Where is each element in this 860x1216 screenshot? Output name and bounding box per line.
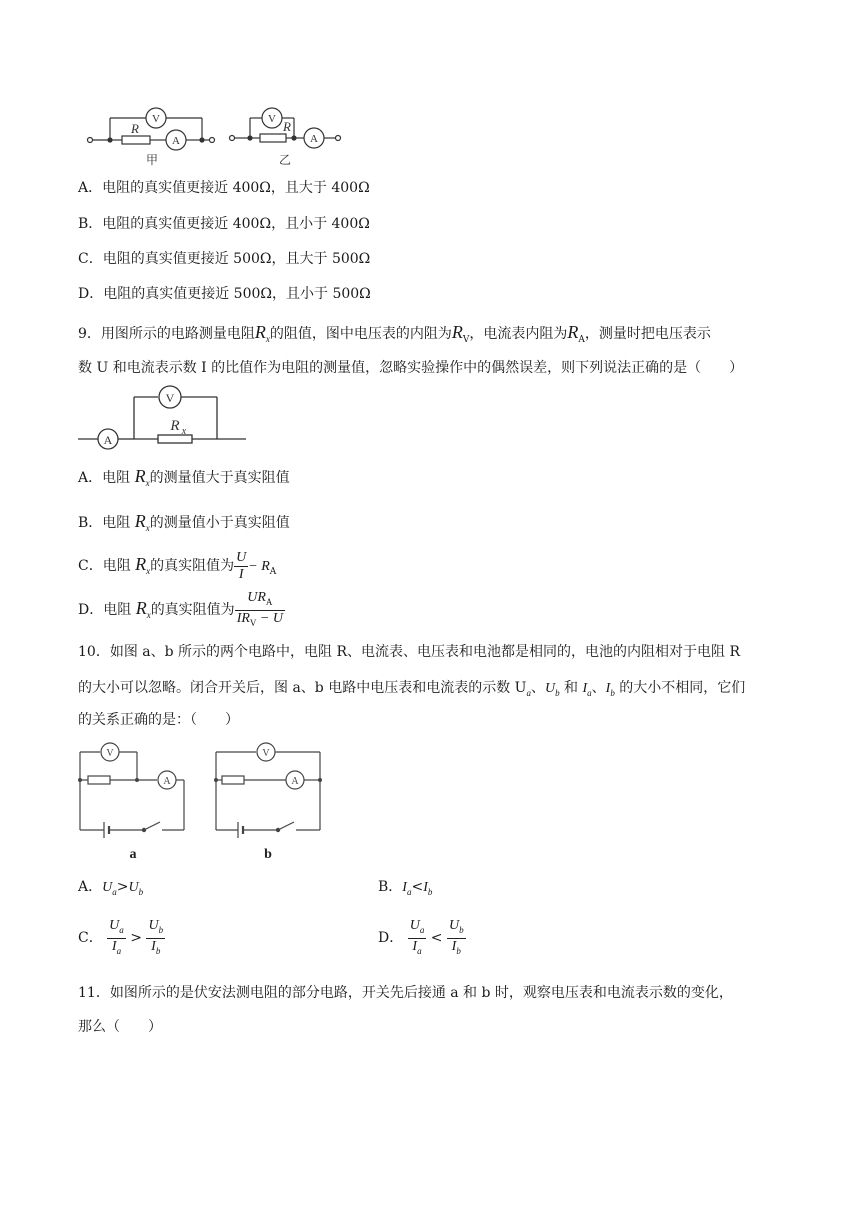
q10-b-V: V [262, 748, 270, 759]
q8-jia-R: R [131, 121, 139, 136]
circuit-a [80, 743, 184, 838]
q9-circuit-figure [78, 384, 248, 447]
q9-fig-V: V [165, 391, 175, 405]
q9-option-a: A．电阻 $R_x$的测量值大于真实阻值 [78, 466, 290, 488]
q8-option-b: B．电阻的真实值更接近 400Ω，且小于 400Ω [78, 216, 370, 232]
q8-option-a: A．电阻的真实值更接近 400Ω，且大于 400Ω [78, 180, 370, 196]
q10-stem-line2: 的大小可以忽略。闭合开关后，图 a、b 电路中电压表和电流表的示数 $U_a$、$U_b$ 和 $I_a$、$I_b$ 的大小不相同，它们 [78, 680, 746, 698]
q9-d-fraction: $\frac{UR_A}{IR_V - U}$ [236, 589, 283, 628]
q10-option-b: B．$I_a<I_b$ [378, 879, 433, 897]
q9-option-c: C．电阻 $R_x$的真实阻值为 $\frac{U}{I}$ − $R_A$ [78, 549, 277, 582]
q9-fig-x: x [181, 426, 187, 437]
q10-fig-a-label: a [129, 847, 137, 862]
q10-option-d: D． $\frac{U_a}{I_a}$ < $\frac{U_b}{I_b}$ [378, 917, 464, 956]
q11-stem-line1: 11．如图所示的是伏安法测电阻的部分电路，开关先后接通 a 和 b 时，观察电压表和电流表示数的变化， [78, 985, 733, 1001]
q10-fig-b-label: b [264, 847, 272, 862]
q8-yi-V: V [268, 113, 276, 125]
q10-b-A: A [291, 776, 299, 787]
q8-yi-A: A [310, 133, 318, 145]
q8-yi-R: R [283, 119, 291, 134]
q9-option-d: D．电阻 $R_x$的真实阻值为 $\frac{UR_A}{IR_V - U}$ [78, 588, 285, 635]
q8-jia-V: V [152, 113, 160, 125]
q9-stem-line1: 9．用图所示的电路测量电阻$R_x$的阻值，图中电压表的内阻为$R_V$，电流表内阻为$R_A$，测量时把电压表示 [78, 322, 711, 345]
q8-yi-label: 乙 [278, 153, 292, 167]
q9-stem-line2: 数 U 和电流表示数 I 的比值作为电阻的测量值，忽略实验操作中的偶然误差，则下列说法正确的是（ ） [78, 360, 744, 376]
q8-circuit-figure [80, 100, 350, 170]
q10-stem-line1: 10．如图 a、b 所示的两个电路中，电阻 R、电流表、电压表和电池都是相同的，电池的内阻相对于电阻 R [78, 644, 741, 660]
q9-fig-A: A [103, 433, 113, 447]
q10-circuit-figure [76, 740, 328, 864]
q10-option-a: A．$U_a>U_b$ [78, 879, 144, 897]
q9-fig-R: R [170, 418, 180, 434]
circuit-jia [88, 108, 215, 150]
q10-stem-line3: 的关系正确的是：（ ） [78, 712, 239, 728]
q8-jia-label: 甲 [145, 153, 159, 167]
q11-stem-line2: 那么（ ） [78, 1019, 162, 1035]
q9-option-b: B．电阻 $R_x$的测量值小于真实阻值 [78, 511, 290, 533]
q8-option-d: D．电阻的真实值更接近 500Ω，且小于 500Ω [78, 286, 371, 302]
q10-a-A: A [163, 776, 171, 787]
q8-option-c: C．电阻的真实值更接近 500Ω，且大于 500Ω [78, 251, 371, 267]
q10-option-c: C． $\frac{U_a}{I_a}$ > $\frac{U_b}{I_b}$ [78, 917, 164, 956]
q9-c-fraction: $\frac{U}{I}$ [236, 549, 247, 582]
q8-jia-A: A [172, 135, 180, 147]
q10-a-V: V [106, 748, 114, 759]
